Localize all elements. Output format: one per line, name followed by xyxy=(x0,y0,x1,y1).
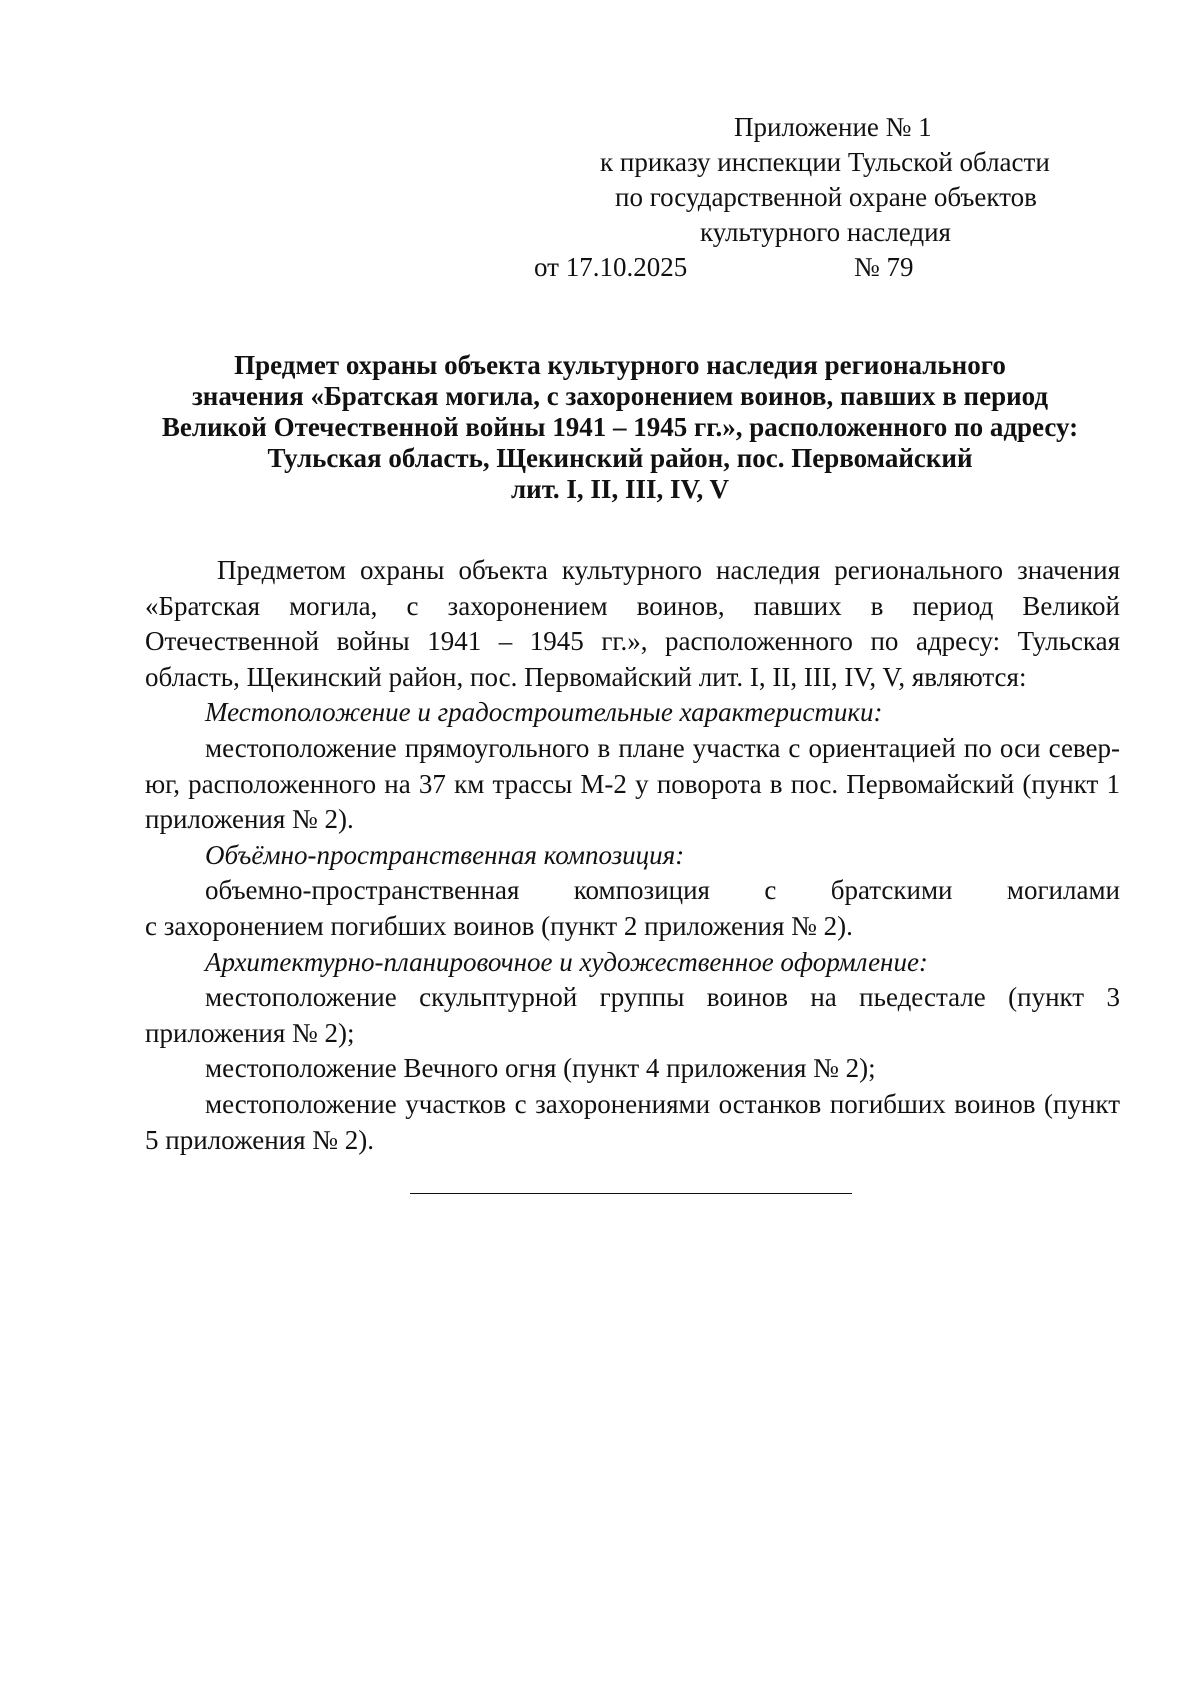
order-date: от 17.10.2025 xyxy=(534,252,688,282)
section-heading-location: Местоположение и градостроительные характеристики: xyxy=(205,697,883,728)
appendix-order-ref: к приказу инспекции Тульской области xyxy=(600,147,1050,177)
appendix-authority-line: по государственной охране объектов xyxy=(615,182,1037,212)
appendix-title: Приложение № 1 xyxy=(734,112,932,142)
title-line: значения «Братская могила, с захоронением воинов, павших в период xyxy=(191,381,1049,411)
order-number: № 79 xyxy=(854,252,914,282)
section-text-location: местоположение прямоугольного в плане участка с ориентацией по оси север-юг, расположенного на 37 км трассы М-2 у поворота в пос. Первомайский (пункт 1 приложения № 2). xyxy=(145,732,1120,835)
appendix-date-number xyxy=(534,250,1080,285)
section-item-eternal-flame: местоположение Вечного огня (пункт 4 приложения № 2); xyxy=(205,1053,876,1084)
section-item-burial-sites: местоположение участков с захоронениями останков погибших воинов (пункт 5 приложения № 2). xyxy=(145,1088,1120,1155)
appendix-header xyxy=(534,110,1080,285)
document-title xyxy=(140,350,1100,505)
section-heading-composition: Объёмно-пространственная композиция: xyxy=(205,839,685,870)
section-item-sculpture: местоположение скульптурной группы воинов на пьедестале (пункт 3 приложения № 2); xyxy=(145,982,1120,1048)
intro-paragraph: Предметом охраны объекта культурного наследия регионального значения «Братская могила, с захоронением воинов, павших в период Великой Отечественной войны 1941 – 1945 гг.», расположенного по адресу: Тульская область, Щекинский район, пос. Первомайский лит. I, II, III, IV, V, являются: xyxy=(145,555,1120,692)
title-line: лит. I, II, III, IV, V xyxy=(510,474,730,504)
title-line: Великой Отечественной войны 1941 – 1945 гг.», расположенного по адресу: xyxy=(161,412,1079,442)
title-line: Тульская область, Щекинский район, пос. Первомайский xyxy=(267,443,973,473)
closing-divider-line xyxy=(410,1193,852,1194)
document-body xyxy=(145,553,1120,1158)
section-text-composition-line2: с захоронением погибших воинов (пункт 2 приложения № 2). xyxy=(145,910,853,941)
section-heading-architecture: Архитектурно-планировочное и художественное оформление: xyxy=(205,946,928,977)
section-text-composition-line1: объемно-пространственная композиция с братскими могилами xyxy=(205,875,1120,906)
title-line: Предмет охраны объекта культурного наследия регионального xyxy=(234,350,1006,380)
appendix-heritage-line: культурного наследия xyxy=(700,217,951,247)
